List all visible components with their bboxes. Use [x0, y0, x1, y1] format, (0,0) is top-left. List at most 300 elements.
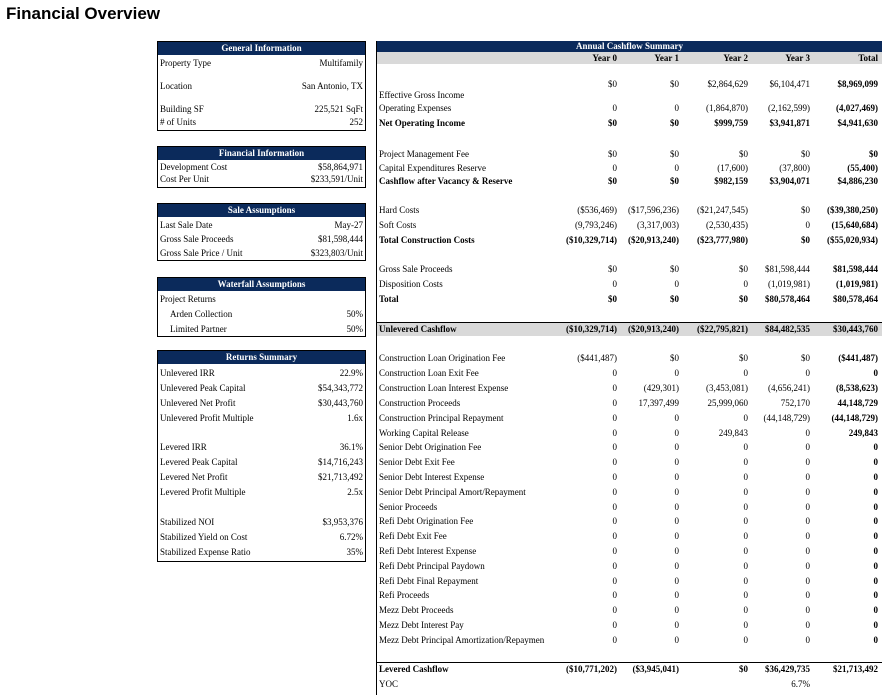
cashflow-cell: 0 [674, 428, 679, 438]
row-value: $323,803/Unit [310, 248, 363, 258]
cashflow-row-label: Senior Debt Exit Fee [379, 457, 455, 467]
cashflow-cell: 0 [674, 590, 679, 600]
year-header: Year 2 [723, 53, 748, 63]
cashflow-cell: 0 [674, 487, 679, 497]
info-row [158, 294, 365, 304]
cashflow-cell: 0 [612, 561, 617, 571]
cashflow-row-label: Total [379, 294, 399, 304]
cashflow-row-label: Operating Expenses [379, 103, 452, 113]
cashflow-cell: 0 [805, 516, 810, 526]
cashflow-cell: 0 [612, 279, 617, 289]
cashflow-cell: 0 [612, 398, 617, 408]
cashflow-cell: 0 [743, 413, 748, 423]
cashflow-row-label: Mezz Debt Interest Pay [379, 620, 464, 630]
cashflow-cell: 0 [873, 442, 878, 452]
cashflow-row-label: Working Capital Release [379, 428, 469, 438]
cashflow-cell: ($23,777,980) [697, 235, 748, 245]
cashflow-cell: (8,538,623) [836, 383, 878, 393]
cashflow-cell: $0 [801, 353, 810, 363]
cashflow-cell: 0 [805, 635, 810, 645]
cashflow-cell: 0 [674, 279, 679, 289]
info-row [158, 457, 365, 467]
sale-assumptions-header: Sale Assumptions [158, 204, 365, 217]
info-row [158, 413, 365, 423]
info-row [158, 532, 365, 542]
cashflow-cell: $0 [670, 118, 679, 128]
cashflow-cell: 249,843 [718, 428, 748, 438]
row-label: Property Type [160, 58, 211, 68]
cashflow-cell: 0 [805, 546, 810, 556]
info-row [158, 220, 365, 230]
cashflow-cell: 0 [805, 590, 810, 600]
year-header: Total [858, 53, 878, 63]
cashflow-row [377, 662, 882, 676]
cashflow-cell: 0 [743, 457, 748, 467]
cashflow-cell: 17,397,499 [638, 398, 679, 408]
cashflow-cell: 0 [612, 428, 617, 438]
cashflow-cell: 0 [873, 457, 878, 467]
row-value: San Antonio, TX [301, 81, 363, 91]
info-row [168, 324, 365, 334]
row-label: Last Sale Date [160, 220, 213, 230]
cashflow-row-label: Construction Proceeds [379, 398, 461, 408]
cashflow-row-label: Project Management Fee [379, 149, 469, 159]
cashflow-cell: $0 [608, 149, 617, 159]
info-row [158, 117, 365, 127]
cashflow-row [377, 604, 882, 616]
info-row [158, 383, 365, 393]
cashflow-cell: 0 [805, 472, 810, 482]
row-value: 50% [346, 324, 363, 334]
row-value: 50% [346, 309, 363, 319]
cashflow-row-label: Refi Debt Principal Paydown [379, 561, 485, 571]
row-label: Unlevered Peak Capital [160, 383, 246, 393]
cashflow-cell: 0 [873, 546, 878, 556]
year-header-row [377, 52, 882, 64]
row-label: Unlevered Net Profit [160, 398, 236, 408]
cashflow-cell: 0 [805, 220, 810, 230]
row-label: Project Returns [160, 294, 216, 304]
cashflow-row-label: YOC [379, 679, 399, 689]
cashflow-cell: (2,162,599) [768, 103, 810, 113]
cashflow-cell: $30,443,760 [833, 324, 878, 334]
cashflow-cell: $0 [670, 264, 679, 274]
cashflow-row-label: Refi Proceeds [379, 590, 430, 600]
cashflow-cell: 0 [612, 383, 617, 393]
row-label: Arden Collection [170, 309, 233, 319]
row-label: Unlevered IRR [160, 368, 215, 378]
cashflow-row-label: Construction Loan Origination Fee [379, 353, 506, 363]
cashflow-cell: 0 [612, 502, 617, 512]
cashflow-cell: ($21,247,545) [697, 205, 748, 215]
cashflow-row-label: Refi Debt Interest Expense [379, 546, 477, 556]
cashflow-header: Annual Cashflow Summary [377, 41, 882, 52]
returns-summary-header: Returns Summary [158, 351, 365, 364]
cashflow-cell: $2,864,629 [707, 79, 748, 89]
cashflow-cell: 0 [743, 635, 748, 645]
cashflow-cell: ($441,487) [577, 353, 617, 363]
cashflow-cell: 0 [674, 368, 679, 378]
cashflow-row [377, 515, 882, 527]
cashflow-row-label: Hard Costs [379, 205, 420, 215]
row-label: Unlevered Profit Multiple [160, 413, 254, 423]
year-header: Year 0 [592, 53, 617, 63]
cashflow-row [377, 293, 882, 305]
cashflow-cell: 0 [674, 516, 679, 526]
cashflow-row-label: Capital Expenditures Reserve [379, 163, 486, 173]
cashflow-cell: 0 [612, 546, 617, 556]
info-row [168, 309, 365, 319]
cashflow-row-label: Total Construction Costs [379, 235, 475, 245]
cashflow-cell: $0 [670, 79, 679, 89]
cashflow-cell: (1,019,981) [768, 279, 810, 289]
row-value: 35% [346, 547, 363, 557]
cashflow-cell: 0 [805, 487, 810, 497]
cashflow-cell: 0 [805, 368, 810, 378]
row-value: May-27 [334, 220, 363, 230]
cashflow-cell: (37,800) [779, 163, 810, 173]
cashflow-cell: 0 [674, 502, 679, 512]
cashflow-row [377, 234, 882, 246]
row-label: Stabilized Expense Ratio [160, 547, 251, 557]
year-header: Year 1 [654, 53, 679, 63]
financial-info-header: Financial Information [158, 147, 365, 160]
cashflow-cell: 0 [674, 531, 679, 541]
cashflow-row-label: Refi Debt Origination Fee [379, 516, 474, 526]
row-label: # of Units [160, 117, 196, 127]
cashflow-row-label: Gross Sale Proceeds [379, 264, 453, 274]
cashflow-row [377, 427, 882, 439]
cashflow-cell: 0 [805, 502, 810, 512]
cashflow-row [377, 263, 882, 275]
cashflow-panel [376, 41, 882, 695]
cashflow-cell: 0 [873, 472, 878, 482]
cashflow-cell: 0 [873, 531, 878, 541]
cashflow-cell: 0 [873, 605, 878, 615]
cashflow-cell: 0 [743, 502, 748, 512]
cashflow-row-label: Senior Proceeds [379, 502, 438, 512]
cashflow-cell: 0 [612, 635, 617, 645]
cashflow-row-label: Senior Debt Principal Amort/Repayment [379, 487, 526, 497]
cashflow-cell: $0 [608, 176, 617, 186]
cashflow-cell: 0 [805, 561, 810, 571]
info-row [158, 487, 365, 497]
row-value: $58,864,971 [318, 162, 363, 172]
cashflow-row [377, 162, 882, 174]
cashflow-cell: 0 [743, 546, 748, 556]
cashflow-row [377, 575, 882, 587]
cashflow-cell: $0 [608, 79, 617, 89]
info-row [158, 104, 365, 114]
cashflow-cell: 0 [612, 457, 617, 467]
cashflow-row [377, 102, 882, 114]
cashflow-cell: $0 [801, 235, 810, 245]
cashflow-cell: 0 [674, 413, 679, 423]
info-row [158, 162, 365, 172]
cashflow-cell: 0 [612, 368, 617, 378]
cashflow-cell: 0 [873, 487, 878, 497]
cashflow-cell: 0 [743, 516, 748, 526]
cashflow-cell: $81,598,444 [833, 264, 878, 274]
row-value: 252 [349, 117, 363, 127]
row-value: 36.1% [339, 442, 363, 452]
cashflow-cell: (9,793,246) [575, 220, 617, 230]
cashflow-row [377, 278, 882, 290]
cashflow-cell: $982,159 [714, 176, 748, 186]
cashflow-row [377, 619, 882, 631]
cashflow-cell: 0 [743, 368, 748, 378]
cashflow-row [377, 352, 882, 364]
cashflow-cell: 0 [805, 442, 810, 452]
cashflow-cell: 0 [674, 561, 679, 571]
row-label: Stabilized NOI [160, 517, 215, 527]
row-value: $14,716,243 [318, 457, 363, 467]
cashflow-row-label: Net Operating Income [379, 118, 465, 128]
cashflow-cell: ($20,913,240) [628, 235, 679, 245]
waterfall-assumptions-header: Waterfall Assumptions [158, 278, 365, 291]
cashflow-cell: ($10,329,714) [566, 235, 617, 245]
cashflow-cell: 0 [612, 472, 617, 482]
cashflow-cell: 25,999,060 [707, 398, 748, 408]
row-value: $30,443,760 [318, 398, 363, 408]
cashflow-cell: (55,400) [847, 163, 878, 173]
cashflow-cell: 0 [674, 163, 679, 173]
info-row [158, 398, 365, 408]
cashflow-cell: 0 [612, 413, 617, 423]
cashflow-cell: 0 [612, 487, 617, 497]
cashflow-row [377, 471, 882, 483]
row-label: Building SF [160, 104, 204, 114]
row-label: Levered Net Profit [160, 472, 228, 482]
cashflow-row [377, 545, 882, 557]
cashflow-cell: 0 [674, 442, 679, 452]
row-label: Stabilized Yield on Cost [160, 532, 248, 542]
cashflow-cell: 0 [612, 590, 617, 600]
cashflow-row-label: Construction Principal Repayment [379, 413, 504, 423]
cashflow-cell: 249,843 [848, 428, 878, 438]
cashflow-cell: 0 [612, 442, 617, 452]
cashflow-cell: (44,148,729) [763, 413, 810, 423]
cashflow-row [377, 678, 882, 690]
waterfall-assumptions-box [157, 277, 366, 337]
cashflow-cell: ($22,795,821) [697, 324, 748, 334]
cashflow-cell: $0 [739, 294, 748, 304]
cashflow-cell: 0 [805, 620, 810, 630]
cashflow-cell: $3,904,071 [769, 176, 810, 186]
cashflow-cell: 0 [743, 279, 748, 289]
cashflow-cell: $81,598,444 [765, 264, 810, 274]
cashflow-cell: 0 [743, 531, 748, 541]
cashflow-cell: 0 [805, 531, 810, 541]
cashflow-row [377, 456, 882, 468]
cashflow-cell: 0 [612, 531, 617, 541]
cashflow-row [377, 79, 882, 100]
sale-assumptions-box [157, 203, 366, 261]
row-label: Limited Partner [170, 324, 227, 334]
cashflow-cell: (2,530,435) [706, 220, 748, 230]
cashflow-row [377, 367, 882, 379]
row-value: 1.6x [347, 413, 363, 423]
cashflow-cell: $0 [608, 264, 617, 274]
cashflow-cell: $0 [739, 149, 748, 159]
cashflow-cell: 0 [873, 576, 878, 586]
info-row [158, 472, 365, 482]
cashflow-row [377, 397, 882, 409]
cashflow-cell: $80,578,464 [765, 294, 810, 304]
info-row [158, 234, 365, 244]
cashflow-row-label: Disposition Costs [379, 279, 443, 289]
row-label: Levered Profit Multiple [160, 487, 246, 497]
cashflow-cell: $0 [801, 205, 810, 215]
cashflow-cell: 0 [743, 620, 748, 630]
cashflow-cell: ($20,913,240) [628, 324, 679, 334]
cashflow-cell: 0 [674, 472, 679, 482]
cashflow-cell: 0 [805, 428, 810, 438]
cashflow-cell: $0 [869, 149, 878, 159]
cashflow-row-label: Refi Debt Exit Fee [379, 531, 447, 541]
cashflow-cell: $84,482,535 [765, 324, 810, 334]
row-value: 2.5x [347, 487, 363, 497]
info-row [158, 442, 365, 452]
cashflow-cell: 0 [674, 546, 679, 556]
info-row [158, 174, 365, 184]
cashflow-cell: 0 [743, 576, 748, 586]
cashflow-row [377, 204, 882, 216]
cashflow-row-label: Construction Loan Interest Expense [379, 383, 509, 393]
info-row [158, 81, 365, 91]
cashflow-cell: 0 [612, 605, 617, 615]
info-row [158, 547, 365, 557]
cashflow-row [377, 560, 882, 572]
cashflow-row [377, 382, 882, 394]
cashflow-cell: $4,886,230 [837, 176, 878, 186]
info-row [158, 517, 365, 527]
row-label: Gross Sale Price / Unit [160, 248, 243, 258]
general-info-box [157, 41, 366, 131]
row-label: Cost Per Unit [160, 174, 210, 184]
row-value: $3,953,376 [322, 517, 363, 527]
page-title: Financial Overview [6, 4, 161, 23]
cashflow-cell: 0 [612, 516, 617, 526]
cashflow-cell: $0 [670, 294, 679, 304]
row-value: $233,591/Unit [310, 174, 363, 184]
cashflow-row-label: Soft Costs [379, 220, 417, 230]
cashflow-cell: $0 [739, 664, 748, 674]
cashflow-cell: $8,969,099 [837, 79, 878, 89]
row-value: Multifamily [319, 58, 363, 68]
cashflow-row [377, 501, 882, 513]
cashflow-cell: 0 [873, 635, 878, 645]
cashflow-cell: ($10,771,202) [566, 664, 617, 674]
cashflow-cell: 0 [743, 442, 748, 452]
cashflow-cell: $6,104,471 [769, 79, 810, 89]
cashflow-cell: $80,578,464 [833, 294, 878, 304]
cashflow-cell: 0 [612, 576, 617, 586]
cashflow-cell: (429,301) [643, 383, 679, 393]
cashflow-row [377, 634, 882, 646]
row-label: Levered IRR [160, 442, 207, 452]
row-value: 225,521 SqFt [314, 104, 363, 114]
cashflow-row-label: Construction Loan Exit Fee [379, 368, 479, 378]
cashflow-cell: 0 [873, 590, 878, 600]
cashflow-cell: 0 [805, 576, 810, 586]
cashflow-cell: ($55,020,934) [827, 235, 878, 245]
cashflow-cell: $0 [801, 149, 810, 159]
cashflow-cell: ($10,329,714) [566, 324, 617, 334]
info-row [158, 58, 365, 68]
cashflow-row [377, 219, 882, 231]
cashflow-cell: $21,713,492 [833, 664, 878, 674]
cashflow-cell: 0 [805, 605, 810, 615]
info-row [158, 248, 365, 258]
row-value: $21,713,492 [318, 472, 363, 482]
cashflow-cell: $0 [670, 353, 679, 363]
cashflow-cell: 6.7% [791, 679, 810, 689]
cashflow-cell: 0 [873, 561, 878, 571]
cashflow-cell: ($441,487) [838, 353, 878, 363]
cashflow-cell: 0 [674, 103, 679, 113]
cashflow-cell: ($39,380,250) [827, 205, 878, 215]
cashflow-cell: (4,027,469) [836, 103, 878, 113]
cashflow-cell: 0 [743, 487, 748, 497]
cashflow-cell: (3,317,003) [637, 220, 679, 230]
cashflow-row [377, 589, 882, 601]
cashflow-cell: ($3,945,041) [632, 664, 679, 674]
cashflow-row-label: Refi Debt Final Repayment [379, 576, 479, 586]
cashflow-cell: 0 [873, 620, 878, 630]
cashflow-cell: $0 [739, 264, 748, 274]
cashflow-row-label: Levered Cashflow [379, 664, 449, 674]
cashflow-cell: $0 [608, 118, 617, 128]
cashflow-cell: 0 [674, 576, 679, 586]
cashflow-cell: (15,640,684) [831, 220, 878, 230]
cashflow-cell: $999,759 [714, 118, 748, 128]
cashflow-row-label: Unlevered Cashflow [379, 324, 457, 334]
cashflow-cell: 0 [674, 635, 679, 645]
cashflow-row [377, 486, 882, 498]
cashflow-cell: 0 [612, 620, 617, 630]
cashflow-row-label: Cashflow after Vacancy & Reserve [379, 176, 513, 186]
general-info-header: General Information [158, 42, 365, 55]
cashflow-cell: ($536,469) [577, 205, 617, 215]
cashflow-cell: (1,019,981) [836, 279, 878, 289]
cashflow-cell: 0 [873, 368, 878, 378]
year-header: Year 3 [785, 53, 810, 63]
cashflow-cell: (17,600) [717, 163, 748, 173]
cashflow-row [377, 530, 882, 542]
cashflow-cell: 0 [873, 516, 878, 526]
cashflow-cell: $0 [670, 176, 679, 186]
cashflow-cell: 44,148,729 [837, 398, 878, 408]
row-label: Development Cost [160, 162, 228, 172]
cashflow-cell: 0 [612, 163, 617, 173]
cashflow-row [377, 117, 882, 129]
cashflow-cell: $4,941,630 [837, 118, 878, 128]
cashflow-cell: 752,170 [780, 398, 810, 408]
cashflow-cell: 0 [743, 605, 748, 615]
row-value: $54,343,772 [318, 383, 363, 393]
cashflow-row-label: Senior Debt Interest Expense [379, 472, 485, 482]
cashflow-cell: ($17,596,236) [628, 205, 679, 215]
cashflow-cell: 0 [873, 502, 878, 512]
cashflow-cell: 0 [674, 620, 679, 630]
cashflow-cell: (3,453,081) [706, 383, 748, 393]
row-label: Levered Peak Capital [160, 457, 238, 467]
financial-info-box [157, 146, 366, 188]
cashflow-row [377, 148, 882, 160]
cashflow-row [377, 175, 882, 187]
cashflow-cell: 0 [743, 561, 748, 571]
